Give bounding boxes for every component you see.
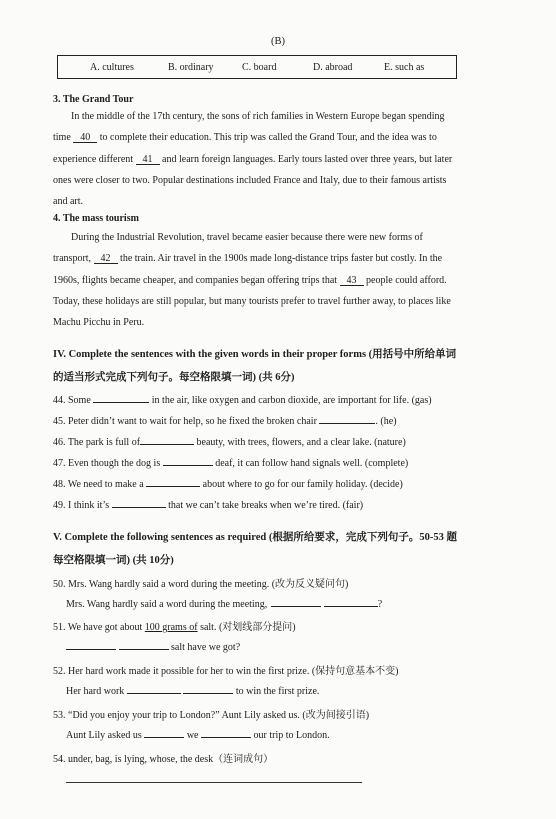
underlined-phrase: 100 grams of [144,622,198,633]
question-49: 49. I think it’s that we can’t take breaks when we’re tired. (fair) [53,500,364,511]
question-54: 54. under, bag, is lying, whose, the desk（连词成句） [53,754,274,765]
text-line: Today, these holidays are still popular, but many tourists prefer to travel further away, to places like [53,295,451,307]
text-line: 1960s, flights became cheaper, and companies began offering trips that [53,274,338,286]
text-line: During the Industrial Revolution, travel became easier because there were new forms of [71,232,423,243]
question-53: 53. “Did you enjoy your trip to London?” Aunt Lily asked us. (改为间接引语) [53,710,370,721]
option-a: A. cultures [90,62,134,73]
text-line: the train. Air travel in the 1900s made long-distance trips faster but costly. In the [120,253,443,265]
answer-blank[interactable] [146,477,200,487]
text-line: and art. [53,196,83,208]
blank-42[interactable]: 42 [94,254,118,264]
option-b: B. ordinary [168,62,214,73]
answer-blank[interactable] [127,684,181,694]
answer-blank[interactable] [183,684,233,694]
text-line: people could afford. [366,274,447,286]
answer-blank[interactable] [119,640,169,650]
question-52-answer: Her hard work to win the first prize. [66,686,320,697]
grand-tour-heading: 3. The Grand Tour [53,94,134,105]
answer-blank[interactable] [144,728,184,738]
blank-40[interactable]: 40 [73,133,97,143]
question-48: 48. We need to make a about where to go for our family holiday. (decide) [53,479,403,490]
text-line: to complete their education. This trip was called the Grand Tour, and the idea was to [99,132,437,144]
answer-blank[interactable] [93,393,149,403]
text-line: time [53,132,71,144]
section-4-title: IV. Complete the sentences with the given words in their proper forms (用括号中所给单词 [53,349,457,360]
mass-tourism-heading: 4. The mass tourism [53,213,139,224]
option-e: E. such as [384,62,425,73]
answer-blank[interactable] [324,597,378,607]
answer-blank[interactable] [271,597,321,607]
part-label: (B) [271,36,285,47]
question-50: 50. Mrs. Wang hardly said a word during the meeting. (改为反义疑问句) [53,579,349,590]
answer-blank[interactable] [66,640,116,650]
blank-43[interactable]: 43 [340,276,364,286]
question-47: 47. Even though the dog is deaf, it can follow hand signals well. (complete) [53,458,409,469]
answer-blank[interactable] [319,414,375,424]
question-44: 44. Some in the air, like oxygen and carbon dioxide, are important for life. (gas) [53,395,432,406]
text-line: Machu Picchu in Peru. [53,317,145,329]
answer-blank[interactable] [163,456,213,466]
option-d: D. abroad [313,62,353,73]
text-line: In the middle of the 17th century, the sons of rich families in Western Europe began spending [71,111,445,122]
question-45: 45. Peter didn’t want to wait for help, so he fixed the broken chair . (he) [53,416,397,427]
question-46: 46. The park is full of beauty, with trees, flowers, and a clear lake. (nature) [53,437,406,448]
question-51: 51. We have got about 100 grams of salt. (对划线部分提问) [53,622,296,633]
section-5-subtitle: 每空格限填一词) (共 10分) [53,555,174,566]
text-line: and learn foreign languages. Early tours lasted over three years, but later [162,153,453,165]
question-52: 52. Her hard work made it possible for her to win the first prize. (保持句意基本不变) [53,666,399,677]
mass-tourism-paragraph [53,227,471,333]
word-bank-box [57,55,457,79]
text-line: transport, [53,253,92,265]
answer-blank[interactable] [201,728,251,738]
answer-blank[interactable] [112,498,166,508]
answer-line-54[interactable] [66,782,362,783]
answer-blank[interactable] [140,435,194,445]
question-50-answer: Mrs. Wang hardly said a word during the meeting, ? [66,599,383,610]
question-53-answer: Aunt Lily asked us we our trip to London. [66,730,330,741]
blank-41[interactable]: 41 [136,155,160,165]
text-line: ones were closer to two. Popular destinations included France and Italy, due to their famous artists [53,174,447,186]
grand-tour-paragraph [53,106,471,212]
text-line: experience different [53,153,134,165]
section-4-subtitle: 的适当形式完成下列句子。每空格限填一词) (共 6分) [53,372,295,383]
section-5-title: V. Complete the following sentences as required (根据所给要求，完成下列句子。50-53 题 [53,532,457,543]
option-c: C. board [242,62,277,73]
question-51-answer: salt have we got? [66,640,240,653]
